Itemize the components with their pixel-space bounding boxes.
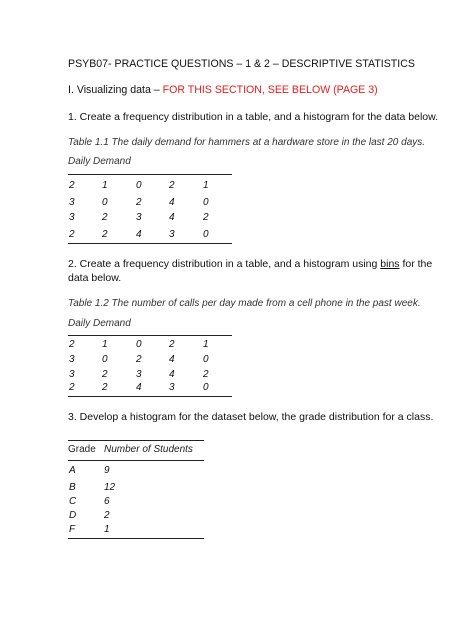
table-cell: 2 xyxy=(102,229,108,240)
table-cell: C xyxy=(69,496,77,507)
table-1-1-header: Daily Demand xyxy=(68,156,131,167)
table-cell: 3 xyxy=(69,369,75,380)
table-1-2-header: Daily Demand xyxy=(68,318,131,329)
table-cell: 2 xyxy=(102,369,108,380)
question-2-text-b: for the xyxy=(399,258,433,270)
table-cell: 0 xyxy=(102,354,108,365)
table-cell: 1 xyxy=(203,180,209,191)
table-cell: 2 xyxy=(136,197,142,208)
page-title: PSYB07- PRACTICE QUESTIONS – 1 & 2 – DESCRIPTIVE STATISTICS xyxy=(68,58,415,70)
table-1-1-top-rule xyxy=(68,174,232,175)
table-1-2-top-rule xyxy=(68,335,232,336)
table-1-2-caption: Table 1.2 The number of calls per day made from a cell phone in the past week. xyxy=(68,298,421,309)
table-cell: 3 xyxy=(69,354,75,365)
table-cell: 2 xyxy=(104,510,110,521)
table-cell: 4 xyxy=(169,369,175,380)
table-cell: D xyxy=(69,510,77,521)
table-cell: 0 xyxy=(102,197,108,208)
question-1: 1. Create a frequency distribution in a table, and a histogram for the data below. xyxy=(68,111,439,123)
table-cell: 4 xyxy=(136,382,142,393)
table-cell: 3 xyxy=(136,212,142,223)
table-cell: 2 xyxy=(203,212,209,223)
table-cell: 2 xyxy=(102,382,108,393)
table-cell: 2 xyxy=(169,180,175,191)
grade-table-bottom-rule xyxy=(68,538,204,539)
table-cell: 3 xyxy=(69,212,75,223)
table-cell: 2 xyxy=(102,212,108,223)
table-cell: 1 xyxy=(102,180,108,191)
section-heading xyxy=(68,84,378,96)
table-cell: 3 xyxy=(169,229,175,240)
table-cell: 0 xyxy=(203,382,209,393)
table-1-2-bottom-rule xyxy=(68,396,232,397)
table-cell: 0 xyxy=(203,197,209,208)
table-cell: 1 xyxy=(104,524,110,535)
grade-table-top-rule xyxy=(68,440,204,441)
table-cell: 3 xyxy=(169,382,175,393)
table-cell: 4 xyxy=(169,354,175,365)
table-cell: 3 xyxy=(69,197,75,208)
table-cell: 4 xyxy=(169,212,175,223)
table-1-1-bottom-rule xyxy=(68,243,232,244)
table-cell: F xyxy=(69,524,76,535)
students-column-header: Number of Students xyxy=(104,444,193,455)
table-cell: 2 xyxy=(169,339,175,350)
question-2-line-2: data below. xyxy=(68,272,122,284)
table-cell: 12 xyxy=(104,482,116,493)
grade-table-header-rule xyxy=(68,460,204,461)
table-cell: 0 xyxy=(136,339,142,350)
question-2 xyxy=(68,258,432,270)
table-cell: 1 xyxy=(102,339,108,350)
table-cell: 0 xyxy=(203,354,209,365)
question-2-text-a: 2. Create a frequency distribution in a table, and a histogram using xyxy=(68,258,381,270)
table-cell: 4 xyxy=(136,229,142,240)
section-heading-note: FOR THIS SECTION, SEE BELOW (PAGE 3) xyxy=(162,84,378,96)
table-cell: 0 xyxy=(203,229,209,240)
grade-column-header: Grade xyxy=(68,444,96,455)
table-cell: 3 xyxy=(136,369,142,380)
table-1-1-caption: Table 1.1 The daily demand for hammers at a hardware store in the last 20 days. xyxy=(68,137,426,148)
table-cell: 1 xyxy=(203,339,209,350)
question-2-bins: bins xyxy=(380,258,400,270)
table-cell: 9 xyxy=(104,465,110,476)
table-cell: B xyxy=(69,482,76,493)
table-cell: 6 xyxy=(104,496,110,507)
table-cell: 2 xyxy=(69,229,75,240)
section-heading-label: I. Visualizing data – xyxy=(68,84,163,96)
table-cell: 0 xyxy=(136,180,142,191)
question-3: 3. Develop a histogram for the dataset below, the grade distribution for a class. xyxy=(68,411,434,423)
table-cell: A xyxy=(69,465,76,476)
table-cell: 2 xyxy=(69,339,75,350)
table-cell: 2 xyxy=(203,369,209,380)
table-cell: 2 xyxy=(69,382,75,393)
table-cell: 2 xyxy=(69,180,75,191)
table-cell: 2 xyxy=(136,354,142,365)
table-cell: 4 xyxy=(169,197,175,208)
